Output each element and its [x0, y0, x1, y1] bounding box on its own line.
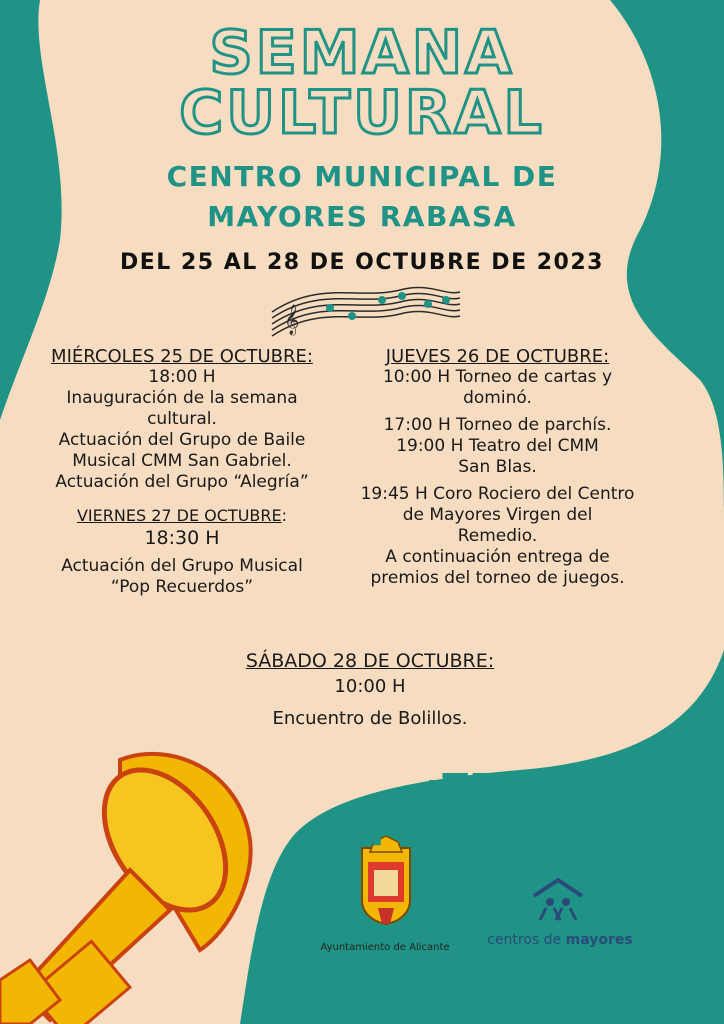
- thursday-line: 19:00 H Teatro del CMM: [396, 436, 599, 456]
- thursday-line: 17:00 H Torneo de parchís.: [383, 415, 612, 435]
- wednesday-line: Musical CMM San Gabriel.: [72, 451, 292, 471]
- thursday-line: 10:00 H Torneo de cartas y: [382, 367, 613, 387]
- friday-time: 18:30 H: [144, 527, 220, 549]
- svg-text:𝄞: 𝄞: [284, 305, 300, 335]
- thursday-line: Remedio.: [457, 526, 538, 546]
- title-line-2: CULTURAL: [179, 78, 545, 148]
- friday-heading-colon: :: [281, 506, 287, 525]
- friday-line: Actuación del Grupo Musical: [61, 556, 303, 576]
- call-to-action: ¡TE ESPERAMOS!: [314, 766, 606, 854]
- saturday-line: Encuentro de Bolillos.: [272, 708, 468, 729]
- saturday-block: [180, 648, 560, 732]
- thursday-line: A continuación entrega de: [385, 547, 610, 567]
- subtitle-line-2: MAYORES RABASA: [207, 200, 517, 233]
- left-column: [32, 346, 332, 598]
- thursday-heading: JUEVES 26 DE OCTUBRE:: [385, 346, 610, 367]
- centros-label-prefix: centros de: [487, 932, 562, 948]
- wednesday-line: Inauguración de la semana: [66, 388, 298, 408]
- saturday-heading: SÁBADO 28 DE OCTUBRE:: [245, 650, 495, 672]
- right-column: [340, 346, 655, 589]
- saturday-time: 10:00 H: [334, 676, 406, 697]
- subtitle-line-1: CENTRO MUNICIPAL DE: [166, 160, 558, 193]
- wednesday-line: Actuación del Grupo “Alegría”: [55, 472, 309, 492]
- centros-de-mayores-logo: [534, 880, 582, 920]
- thursday-line: 19:45 H Coro Rociero del Centro: [360, 484, 635, 504]
- wednesday-heading: MIÉRCOLES 25 DE OCTUBRE:: [51, 346, 313, 367]
- friday-heading: VIERNES 27 DE OCTUBRE: [76, 506, 282, 525]
- friday-heading-row: [32, 505, 332, 526]
- event-dates: DEL 25 AL 28 DE OCTUBRE DE 2023: [120, 250, 604, 275]
- thursday-line: de Mayores Virgen del: [402, 505, 593, 525]
- thursday-line: premios del torneo de juegos.: [370, 568, 625, 588]
- centros-label-bold: mayores: [565, 932, 633, 948]
- wednesday-line: Actuación del Grupo de Baile: [58, 430, 306, 450]
- title-line-1: SEMANA: [209, 18, 515, 88]
- thursday-line: dominó.: [463, 388, 532, 408]
- wednesday-time: 18:00 H: [148, 367, 216, 387]
- ayuntamiento-label: Ayuntamiento de Alicante: [320, 942, 450, 953]
- thursday-line: San Blas.: [458, 457, 537, 477]
- friday-line: “Pop Recuerdos”: [110, 577, 254, 597]
- wednesday-line: cultural.: [147, 409, 217, 429]
- centros-de-mayores-label: [470, 932, 650, 948]
